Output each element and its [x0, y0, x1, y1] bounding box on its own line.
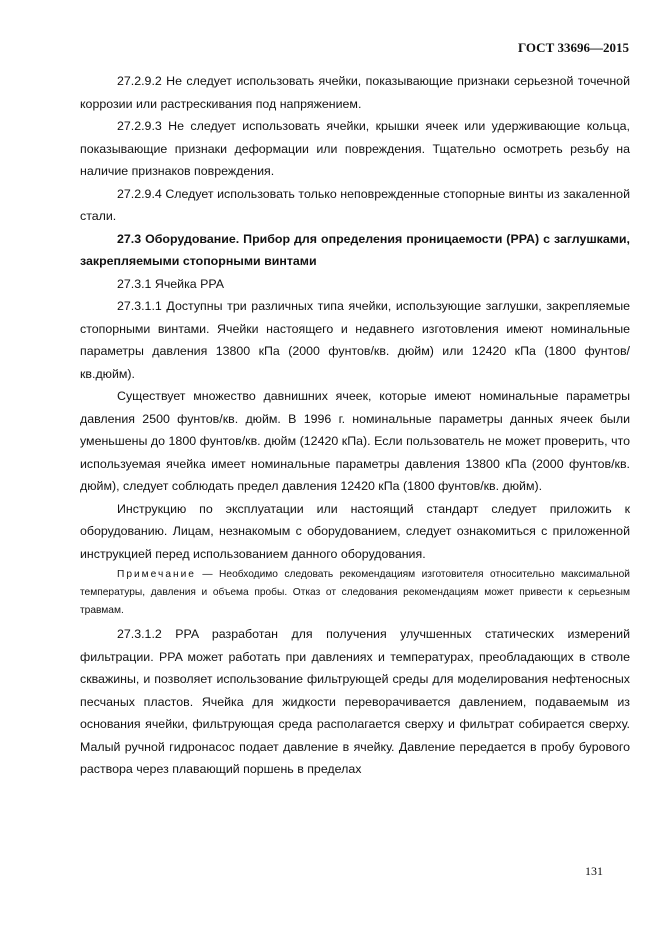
note-label: Примечание	[117, 569, 196, 580]
paragraph-old-cells: Существует множество давнишних ячеек, которые имеют номинальные параметры давления 2500 фунтов/кв. дюйм. В 1996 г. номинальные параметры данных ячеек были уменьшены до 1800 фунтов/кв. дюйм (12420 кПа). Если пользователь не может проверить, что используемая ячейка имеет номинальные параметры давления 13800 кПа (2000 фунтов/кв. дюйм), следует соблюдать предел давления 12420 кПа (1800 фунтов/кв. дюйм).	[80, 389, 630, 493]
paragraph-instructions: Инструкцию по эксплуатации или настоящий стандарт следует приложить к оборудованию. Лицам, незнакомым с оборудованием, следует ознакомиться с приложенной инструкцией перед использованием данного оборудования.	[80, 501, 630, 561]
paragraph-27-2-9-3: 27.2.9.3 Не следует использовать ячейки, крышки ячеек или удерживающие кольца, показывающие признаки деформации или повреждения. Тщательно осмотреть резьбу на наличие признаков повреждения.	[80, 119, 630, 178]
paragraph-27-2-9-4: 27.2.9.4 Следует использовать только неповрежденные стопорные винты из закаленной стали.	[80, 186, 630, 223]
paragraph-27-2-9-2: 27.2.9.2 Не следует использовать ячейки, показывающие признаки серьезной точечной коррозии или растрескивания под напряжением.	[80, 74, 630, 111]
paragraph-27-3-1: 27.3.1 Ячейка PPA	[117, 276, 225, 291]
document-id: ГОСТ 33696—2015	[517, 40, 629, 55]
note	[80, 566, 630, 620]
note-text: — Необходимо следовать рекомендациям изготовителя относительно максимальной температуры, давления и объема пробы. Отказ от следования рекомендациям может привести к серьезным травмам.	[80, 569, 630, 616]
page-body	[80, 70, 630, 781]
section-heading-27-3: 27.3 Оборудование. Прибор для определения проницаемости (PPA) с заглушками, закрепляемыми стопорными винтами	[80, 231, 630, 268]
paragraph-27-3-1-1: 27.3.1.1 Доступны три различных типа ячейки, использующие заглушки, закрепляемые стопорными винтами. Ячейки настоящего и недавнего изготовления имеют номинальные параметры давления 13800 кПа (2000 фунтов/кв. дюйм) или 12420 кПа (1800 фунтов/кв.дюйм).	[80, 299, 630, 381]
page-number: 131	[585, 864, 603, 878]
paragraph-27-3-1-2: 27.3.1.2 PPA разработан для получения улучшенных статических измерений фильтрации. PPA может работать при давлениях и температурах, преобладающих в стволе скважины, и позволяет использование фильтрующей среды для моделирования нефтеносных песчаных пластов. Ячейка для жидкости переворачивается давлением, подаваемым из основания ячейки, фильтрующая среда располагается сверху и фильтрат собирается сверху. Малый ручной гидронасос подает давление в ячейку. Давление передается в пробу бурового раствора через плавающий поршень в пределах	[80, 627, 630, 776]
